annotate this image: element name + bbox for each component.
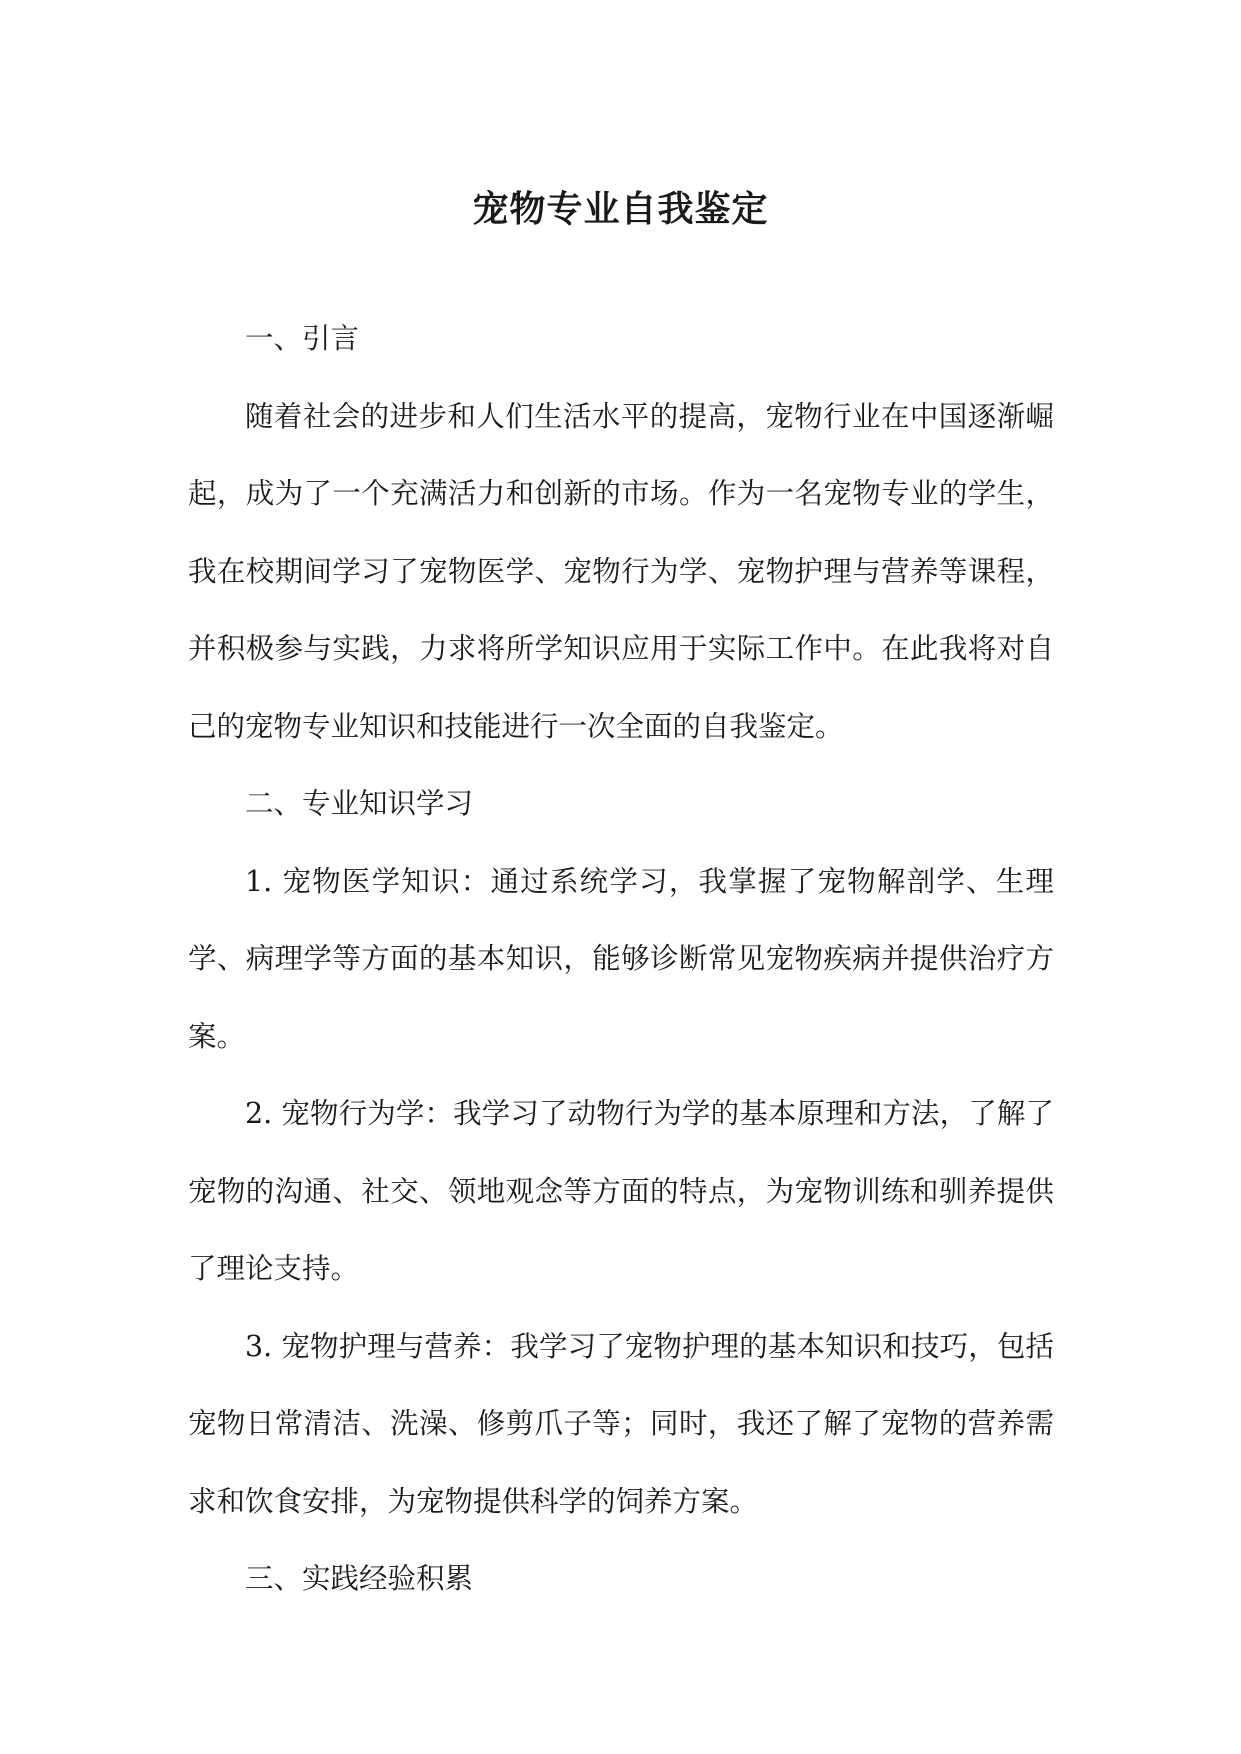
list-item-medicine: 1. 宠物医学知识：通过系统学习，我掌握了宠物解剖学、生理学、病理学等方面的基本知识，能够诊断常见宠物疾病并提供治疗方案。	[188, 864, 1054, 1053]
section-heading-knowledge: 二、专业知识学习	[245, 787, 474, 820]
section-heading-practice: 三、实践经验积累	[245, 1562, 474, 1595]
document-title: 宠物专业自我鉴定	[472, 188, 769, 230]
document-body	[188, 300, 1054, 1618]
section-heading-introduction: 一、引言	[245, 322, 360, 355]
list-item-behavior: 2. 宠物行为学：我学习了动物行为学的基本原理和方法，了解了宠物的沟通、社交、领地观念等方面的特点，为宠物训练和驯养提供了理论支持。	[188, 1097, 1054, 1285]
paragraph-introduction: 随着社会的进步和人们生活水平的提高，宠物行业在中国逐渐崛起，成为了一个充满活力和创新的市场。作为一名宠物专业的学生，我在校期间学习了宠物医学、宠物行为学、宠物护理与营养等课程，并积极参与实践，力求将所学知识应用于实际工作中。在此我将对自己的宠物专业知识和技能进行一次全面的自我鉴定。	[188, 399, 1054, 743]
list-item-care-nutrition: 3. 宠物护理与营养：我学习了宠物护理的基本知识和技巧，包括宠物日常清洁、洗澡、修剪爪子等；同时，我还了解了宠物的营养需求和饮食安排，为宠物提供科学的饲养方案。	[188, 1329, 1054, 1518]
